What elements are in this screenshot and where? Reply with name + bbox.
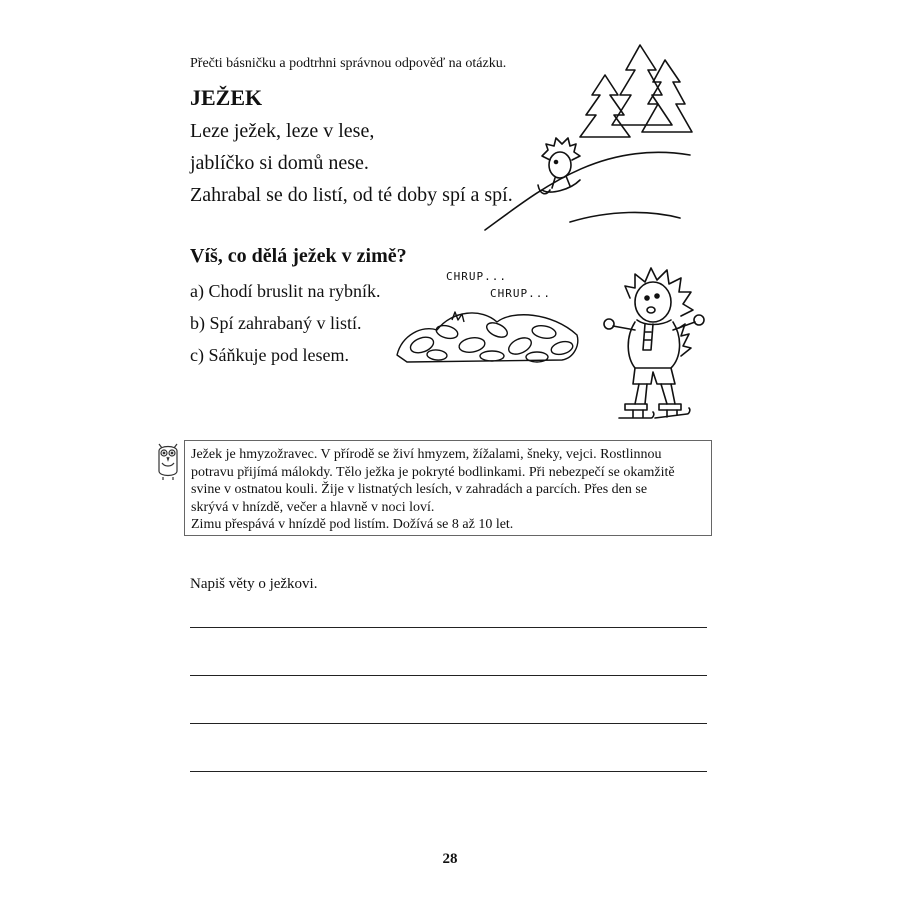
info-line: skrývá v hnízdě, večer a hlavně v noci loví. bbox=[191, 499, 435, 515]
info-box bbox=[184, 440, 712, 536]
snore-sound-text: CHRUP... bbox=[490, 287, 551, 300]
writing-prompt: Napiš věty o ježkovi. bbox=[190, 576, 318, 592]
writing-line[interactable] bbox=[190, 675, 707, 676]
leaf-pile-illustration bbox=[392, 300, 582, 370]
forest-hedgehog-illustration bbox=[480, 40, 700, 240]
info-line: Zimu přespává v hnízdě pod listím. Dožívá se 8 až 10 let. bbox=[191, 517, 514, 532]
poem-line: jablíčko si domů nese. bbox=[190, 152, 369, 174]
question-heading: Víš, co dělá ježek v zimě? bbox=[190, 245, 407, 267]
writing-line[interactable] bbox=[190, 723, 707, 724]
page-number: 28 bbox=[442, 851, 458, 867]
owl-icon bbox=[155, 441, 181, 481]
skating-hedgehog-illustration bbox=[595, 258, 715, 428]
instruction-text: Přečti básničku a podtrhni správnou odpověď na otázku. bbox=[190, 56, 507, 71]
writing-line[interactable] bbox=[190, 771, 707, 772]
poem-line: Zahrabal se do listí, od té doby spí a spí. bbox=[190, 184, 513, 206]
snore-sound-text: CHRUP... bbox=[446, 270, 507, 283]
info-line: svine v ostnatou kouli. Žije v listnatých lesích, v zahradách a parcích. Přes den se bbox=[191, 482, 648, 497]
answer-option-a[interactable]: a) Chodí bruslit na rybník. bbox=[190, 281, 381, 301]
info-line: Ježek je hmyzožravec. V přírodě se živí hmyzem, žížalami, šneky, vejci. Rostlinnou bbox=[191, 447, 662, 462]
info-line: potravu přijímá málokdy. Tělo ježka je pokryté bodlinkami. Při nebezpečí se okamžitě bbox=[191, 464, 675, 480]
answer-option-b[interactable]: b) Spí zahrabaný v listí. bbox=[190, 313, 362, 333]
writing-line[interactable] bbox=[190, 627, 707, 628]
poem-line: Leze ježek, leze v lese, bbox=[190, 120, 375, 142]
poem-title: JEŽEK bbox=[190, 85, 263, 110]
answer-option-c[interactable]: c) Sáňkuje pod lesem. bbox=[190, 345, 349, 365]
